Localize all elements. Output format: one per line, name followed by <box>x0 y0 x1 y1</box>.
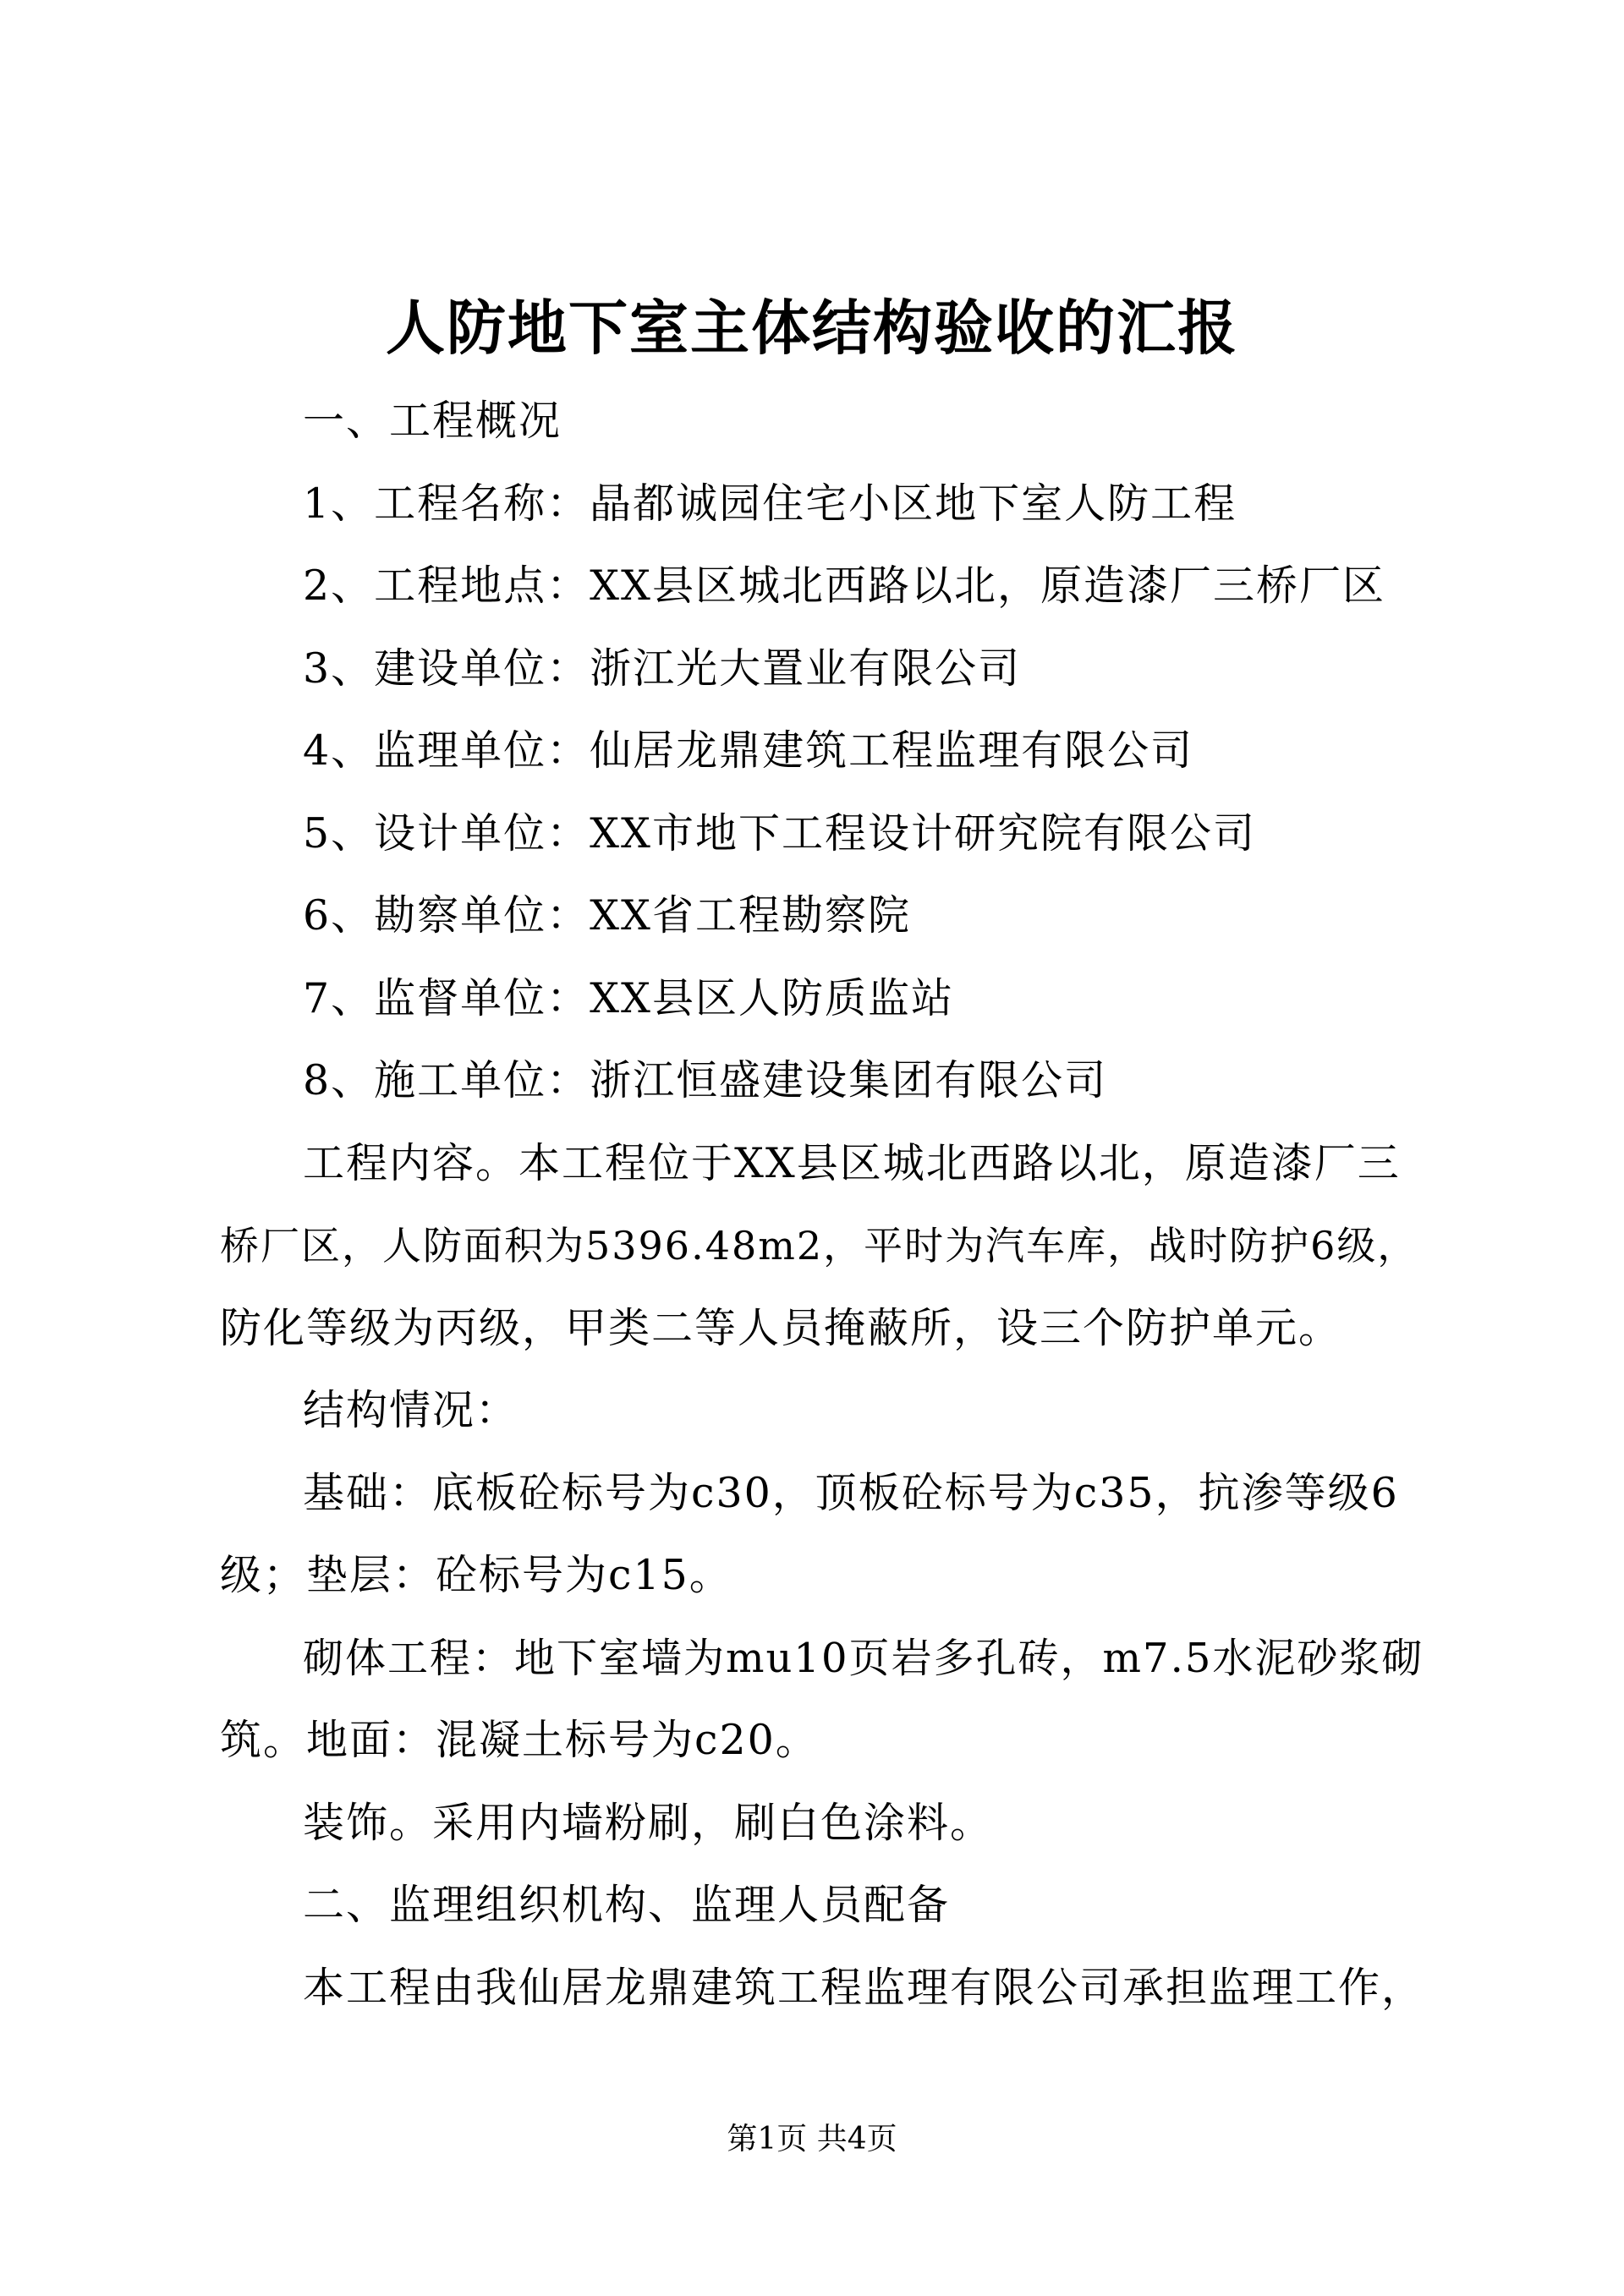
item-project-location: 2、工程地点：XX县区城北西路以北，原造漆厂三桥厂区 <box>303 562 1385 610</box>
paragraph-line: 砌体工程：地下室墙为mu10页岩多孔砖，m7.5水泥砂浆砌 <box>303 1635 1424 1682</box>
item-supervision-unit: 4、监理单位：仙居龙鼎建筑工程监理有限公司 <box>303 726 1194 775</box>
paragraph-line: 筑。地面：混凝土标号为c20。 <box>220 1716 819 1764</box>
paragraph-line: 工程内容。本工程位于XX县区城北西路以北，原造漆厂三 <box>303 1139 1401 1187</box>
item-builder-unit: 8、施工单位：浙江恒盛建设集团有限公司 <box>303 1056 1108 1104</box>
paragraph-line: 结构情况： <box>303 1386 519 1434</box>
paragraph-line: 级；垫层：砼标号为c15。 <box>220 1551 732 1599</box>
paragraph-line: 装饰。采用内墙粉刷，刷白色涂料。 <box>303 1799 994 1847</box>
paragraph-line: 防化等级为丙级，甲类二等人员掩蔽所，设三个防护单元。 <box>220 1304 1342 1352</box>
item-project-name: 1、工程名称：晶都诚园住宅小区地下室人防工程 <box>303 479 1237 528</box>
paragraph-line: 桥厂区，人防面积为5396.48m2，平时为汽车库，战时防护6级， <box>220 1223 1418 1269</box>
section-heading-supervision: 二、监理组织机构、监理人员配备 <box>303 1881 951 1929</box>
item-design-unit: 5、设计单位：XX市地下工程设计研究院有限公司 <box>303 809 1256 858</box>
item-construction-unit: 3、建设单位：浙江光大置业有限公司 <box>303 644 1022 693</box>
item-survey-unit: 6、勘察单位：XX省工程勘察院 <box>303 891 911 940</box>
section-heading-overview: 一、工程概况 <box>303 397 562 445</box>
paragraph-line: 基础：底板砼标号为c30，顶板砼标号为c35，抗渗等级6 <box>303 1469 1399 1517</box>
item-monitoring-unit: 7、监督单位：XX县区人防质监站 <box>303 974 954 1022</box>
document-title: 人防地下室主体结构验收的汇报 <box>386 293 1238 363</box>
paragraph-line: 本工程由我仙居龙鼎建筑工程监理有限公司承担监理工作， <box>303 1964 1425 2012</box>
page-footer: 第1页 共4页 <box>727 2122 897 2156</box>
